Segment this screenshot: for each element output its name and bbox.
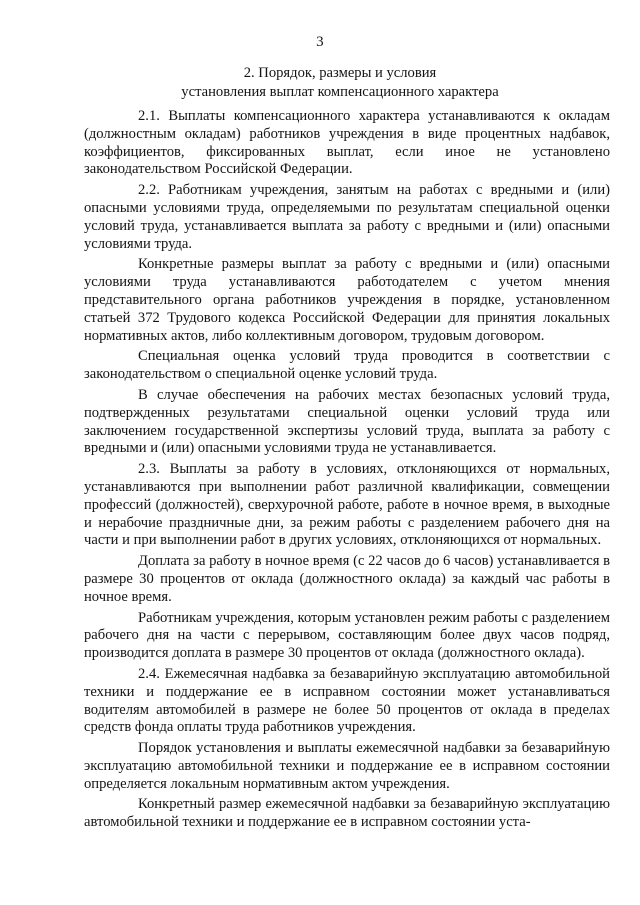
paragraph-2-3: 2.3. Выплаты за работу в условиях, отклоняющихся от нормальных, устанавливаются при выполнении работ различной квалификации, совмещении профессий (должностей), сверхурочной работе, работе в ночное время, в выходные и нерабочие праздничные дни, за режим работы с разделением рабочего дня на части и при выполнении работ в других условиях, отклоняющихся от нормальных. — [84, 461, 610, 549]
section-title-line-2: установления выплат компенсационного характера — [181, 84, 499, 100]
paragraph-bonus-amount: Конкретный размер ежемесячной надбавки за безаварийную эксплуатацию автомобильной техники и поддержание ее в исправном состоянии уста- — [84, 796, 610, 831]
paragraph-2-2: 2.2. Работникам учреждения, занятым на работах с вредными и (или) опасными условиями труда, определяемыми по результатам специальной оценки условий труда, устанавливается выплата за работу с вредными и (или) опасными условиями труда. — [84, 182, 610, 252]
paragraph-special-assessment: Специальная оценка условий труда проводится в соответствии с законодательством о специальной оценке условий труда. — [84, 348, 610, 383]
paragraph-split-shift: Работникам учреждения, которым установлен режим работы с разделением рабочего дня на части с перерывом, составляющим более двух часов подряд, производится доплата в размере 30 процентов от оклада (должностного оклада). — [84, 609, 610, 662]
paragraph-bonus-procedure: Порядок установления и выплаты ежемесячной надбавки за безаварийную эксплуатацию автомобильной техники и поддержание ее в исправном состоянии определяется локальным нормативным актом учреждения. — [84, 740, 610, 792]
section-title-line-1: 2. Порядок, размеры и условия — [243, 65, 437, 81]
paragraph-harmful-conditions-amounts: Конкретные размеры выплат за работу с вредными и (или) опасными условиями труда устанавливаются работодателем с учетом мнения представительного органа работников учреждения в порядке, установленном статьей 372 Трудового кодекса Российской Федерации для принятия локальных нормативных актов, либо коллективным договором, трудовым договором. — [84, 256, 610, 344]
paragraph-night-work: Доплата за работу в ночное время (с 22 часов до 6 часов) устанавливается в размере 30 процентов от оклада (должностного оклада) за каждый час работы в ночное время. — [84, 553, 610, 605]
paragraph-safe-conditions: В случае обеспечения на рабочих местах безопасных условий труда, подтвержденных результатами специальной оценки условий труда или заключением государственной экспертизы условий труда, выплата за работу с вредными и (или) опасными условиями труда не устанавливается. — [84, 386, 610, 457]
paragraph-2-1: 2.1. Выплаты компенсационного характера устанавливаются к окладам (должностным окладам) работников учреждения в виде процентных надбавок, коэффициентов, фиксированных выплат, если иное не установлено законодательством Российской Федерации. — [84, 108, 610, 178]
section-heading — [120, 64, 560, 102]
paragraph-2-4: 2.4. Ежемесячная надбавка за безаварийную эксплуатацию автомобильной техники и поддержание ее в исправном состоянии может устанавливаться водителям автомобилей в размере не более 50 процентов от оклада в пределах средств фонда оплаты труда работников учреждения. — [84, 665, 610, 736]
page-number: 3 — [316, 34, 324, 50]
document-body — [84, 108, 610, 832]
